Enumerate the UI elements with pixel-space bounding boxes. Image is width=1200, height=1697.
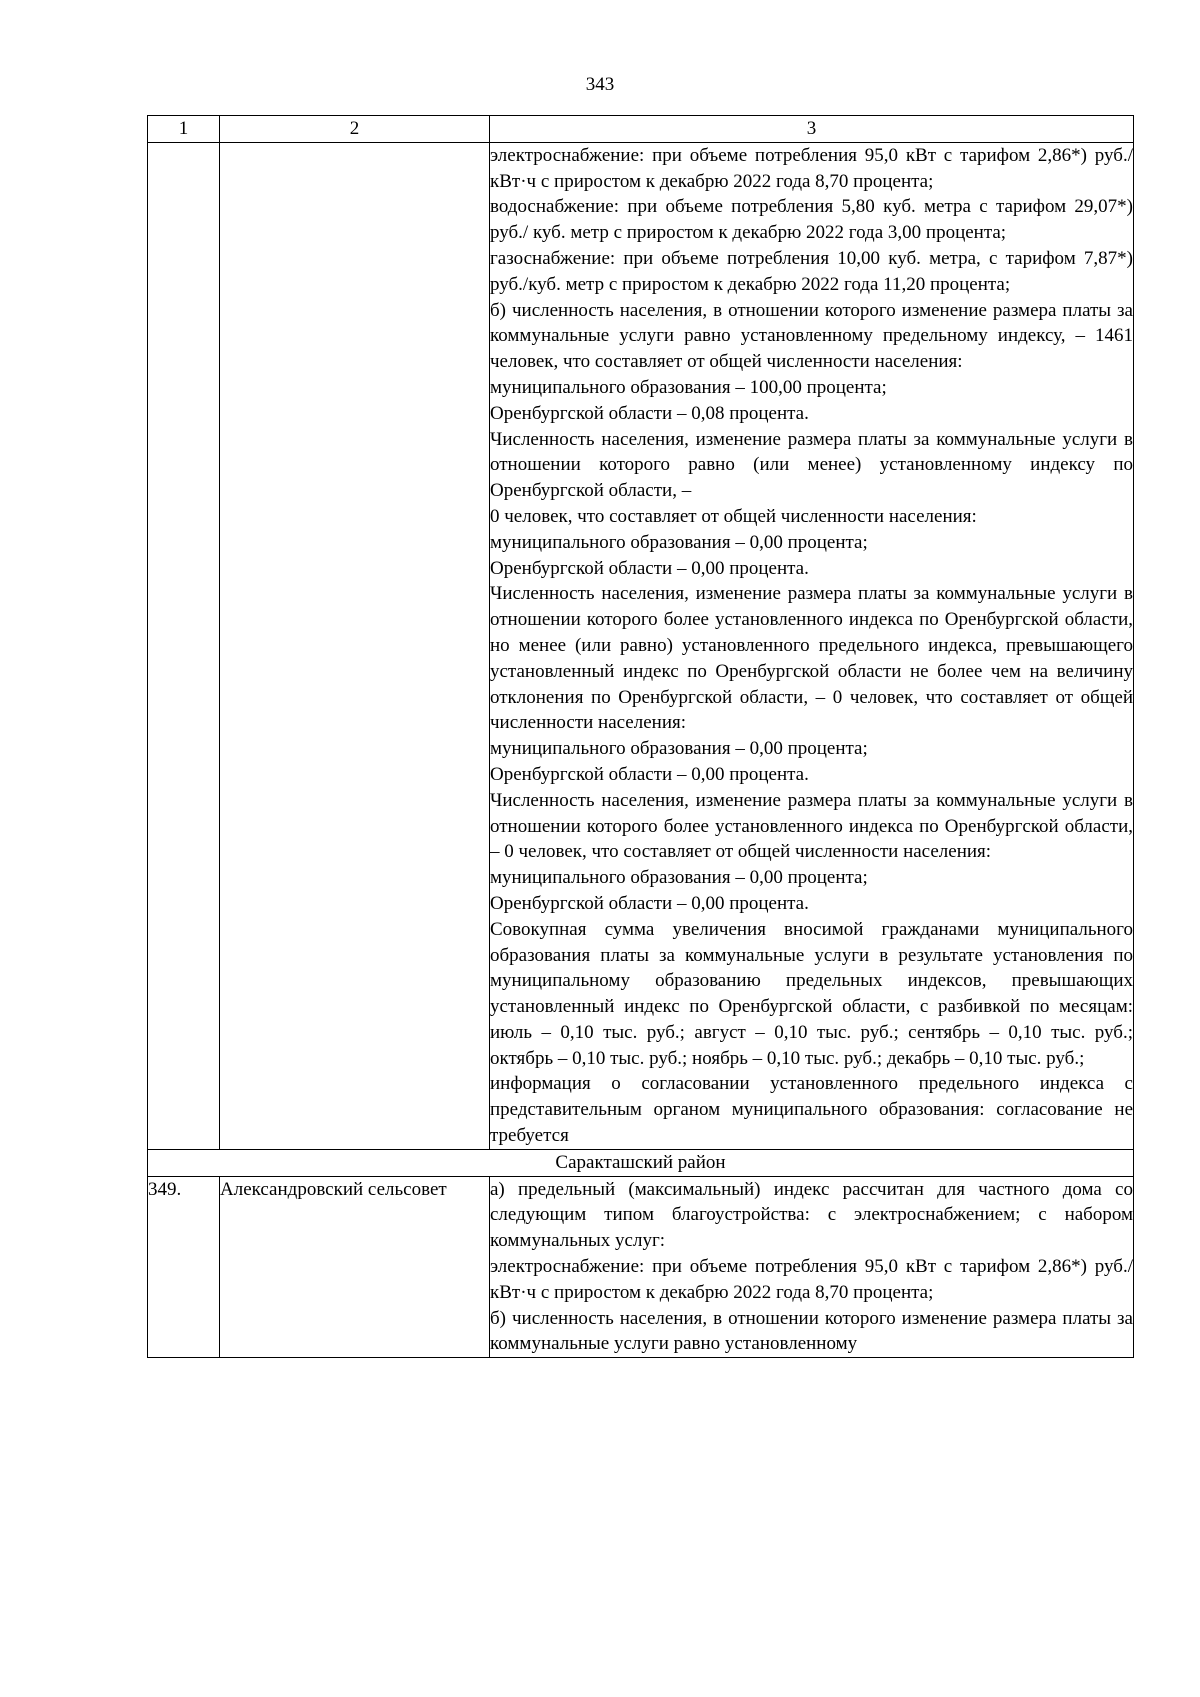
row-349-content-cell (490, 1176, 1134, 1358)
paragraph: муниципального образования – 0,00 процента; (490, 738, 868, 760)
paragraph: Оренбургской области – 0,00 процента. (490, 892, 809, 914)
table-header-row (148, 116, 1134, 143)
municipal-index-table (147, 115, 1134, 1358)
row-number: 349. (148, 1176, 220, 1358)
paragraph: информация о согласовании установленного предельного индекса с представительным органом муниципального образования: согласование не требуется (490, 1073, 1133, 1147)
continuation-name-cell (220, 142, 490, 1149)
table-row-continuation (148, 142, 1134, 1149)
paragraph: муниципального образования – 0,00 процента; (490, 531, 868, 553)
continuation-number-cell (148, 142, 220, 1149)
paragraph: Численность населения, изменение размера платы за коммунальные услуги в отношении которого более установленного индекса по Оренбургской области, – 0 человек, что составляет от общей численности населения: (490, 789, 1133, 863)
paragraph: электроснабжение: при объеме потребления 95,0 кВт с тарифом 2,86*) руб./кВт·ч с приростом к декабрю 2022 года 8,70 процента; (490, 144, 1133, 192)
continuation-content-cell (490, 142, 1134, 1149)
paragraph: Оренбургской области – 0,08 процента. (490, 402, 809, 424)
section-row (148, 1149, 1134, 1176)
paragraph: б) численность населения, в отношении которого изменение размера платы за коммунальные услуги равно установленному предельному индексу, – 1461 человек, что составляет от общей численности населения: (490, 299, 1133, 373)
paragraph: б) численность населения, в отношении которого изменение размера платы за коммунальные услуги равно установленному (490, 1307, 1133, 1355)
paragraph: 0 человек, что составляет от общей численности населения: (490, 505, 977, 527)
paragraph: муниципального образования – 0,00 процента; (490, 867, 868, 889)
paragraph: газоснабжение: при объеме потребления 10,00 куб. метра, с тарифом 7,87*) руб./куб. метр с приростом к декабрю 2022 года 11,20 процента; (490, 247, 1133, 295)
paragraph: Оренбургской области – 0,00 процента. (490, 763, 809, 785)
paragraph: водоснабжение: при объеме потребления 5,80 куб. метра с тарифом 29,07*) руб./ куб. метр с приростом к декабрю 2022 года 3,00 процента; (490, 196, 1133, 244)
paragraph: муниципального образования – 100,00 процента; (490, 376, 887, 398)
paragraph: Численность населения, изменение размера платы за коммунальные услуги в отношении которого более установленного индекса по Оренбургской области, но менее (или равно) установленного предельного индекса, превышающего установленный индекс по Оренбургской области не более чем на величину отклонения по Оренбургской области, – 0 человек, что составляет от общей численности населения: (490, 583, 1133, 734)
municipality-name: Александровский сельсовет (220, 1176, 490, 1358)
header-col2: 2 (220, 116, 490, 143)
header-col1: 1 (148, 116, 220, 143)
paragraph: электроснабжение: при объеме потребления 95,0 кВт с тарифом 2,86*) руб./кВт·ч с приростом к декабрю 2022 года 8,70 процента; (490, 1256, 1133, 1303)
header-col3: 3 (490, 116, 1134, 143)
section-title: Саракташский район (148, 1149, 1134, 1176)
paragraph: а) предельный (максимальный) индекс рассчитан для частного дома со следующим типом благоустройства: с электроснабжением; с набором коммунальных услуг: (490, 1178, 1133, 1252)
page-number: 343 (585, 74, 615, 95)
paragraph: Численность населения, изменение размера платы за коммунальные услуги в отношении которого равно (или менее) установленному индексу по Оренбургской области, – (490, 428, 1133, 502)
paragraph: Совокупная сумма увеличения вносимой гражданами муниципального образования платы за коммунальные услуги в результате установления по муниципальному образованию предельных индексов, превышающих установленный индекс по Оренбургской области, с разбивкой по месяцам: июль – 0,10 тыс. руб.; август – 0,10 тыс. руб.; сентябрь – 0,10 тыс. руб.; октябрь – 0,10 тыс. руб.; ноябрь – 0,10 тыс. руб.; декабрь – 0,10 тыс. руб.; (490, 918, 1133, 1069)
paragraph: Оренбургской области – 0,00 процента. (490, 557, 809, 579)
table-row-349 (148, 1176, 1134, 1358)
